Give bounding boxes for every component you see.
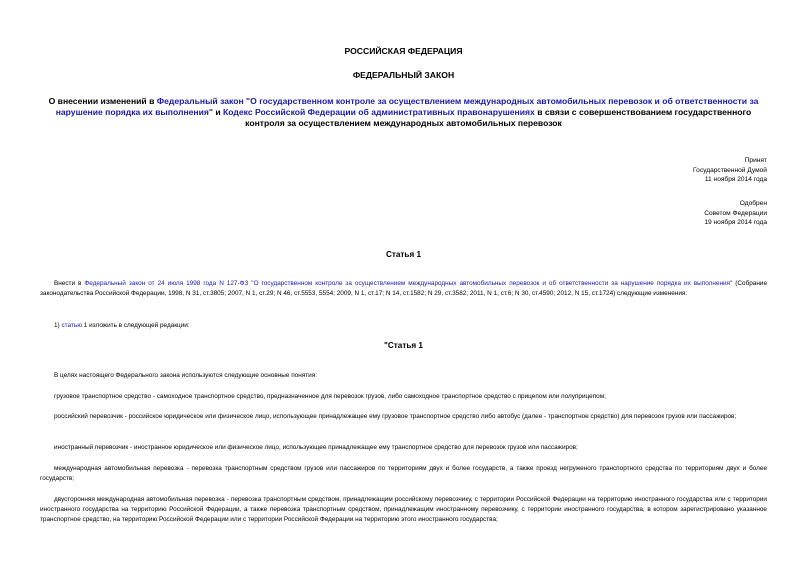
item1-text-pre: 1) [54, 322, 62, 329]
accepted-date: 11 ноября 2014 года [704, 176, 767, 184]
definition-bilateral-transport: двусторонняя международная автомобильная перевозка - перевозка транспортным средством, принадлежащим российскому перевозчику, с территории Российской Федерации на территорию иностранного государства или с территории иностранного государства на территорию Российской Федерации, а также перевозка транспортным средством, принадлежащим иностранному перевозчику, с территории иностранного государства, в котором зарегистрировано указанное транспортное средство, на территорию Российской Федерации или с территории Российской Федерации на территорию этого иностранного государства; [40, 496, 767, 523]
article-1-item-1 [40, 321, 767, 331]
article-1-intro [40, 279, 767, 299]
approved-label: Одобрен [739, 200, 767, 207]
title-text-1: О внесении изменений в [48, 96, 157, 106]
definitions-intro: В целях настоящего Федерального закона используются следующие основные понятия: [54, 372, 317, 379]
accepted-by: Государственной Думой [693, 166, 767, 174]
title-text-2: и [212, 107, 224, 117]
definition-truck: грузовое транспортное средство - самоходное транспортное средство, предназначенное для перевозок грузов, либо самоходное транспортное средство с прицепом или полуприцепом; [54, 393, 606, 400]
title-text-3: в связи с совершенствованием государственного контроля за осуществлением международных автомобильных перевозок [245, 107, 752, 128]
intro-link-127fz[interactable]: Федеральный закон от 24 июля 1998 года N 127-ФЗ "О государственном контроле за осуществлением международных автомобильных перевозок и об ответственности за нарушение порядка их выполнения" [84, 280, 733, 287]
intro-text-post: (Собрание законодательства Российской Федерации, 1998, N 31, ст.3805; 2007, N 1, ст.29; N 46, ст.5553, 5554; 2009, N 1, ст.17; N 14, ст.1582; N 29, ст.3582; 2011, N 1, ст.6; N 30, ст.4590; 2012, N 15, ст.1724) следующие изменения: [40, 280, 767, 297]
accepted-label: Принят [744, 157, 767, 164]
law-type-heading: ФЕДЕРАЛЬНЫЙ ЗАКОН [352, 70, 455, 80]
definition-foreign-carrier: иностранный перевозчик - иностранное юридическое или физическое лицо, использующее принадлежащее ему транспортное средство для перевозок грузов или пассажиров; [54, 444, 578, 451]
item1-link-article[interactable]: статью [61, 322, 82, 329]
intro-text-pre: Внести в [54, 280, 85, 287]
adoption-block [607, 156, 767, 185]
definition-russian-carrier: российский перевозчик - российское юридическое или физическое лицо, использующее принадлежащее ему грузовое транспортное средство либо автобус (далее - транспортное средство) для перевозок грузов или пассажиров; [54, 413, 737, 420]
title-link-federal-law[interactable]: Федеральный закон "О государственном контроле за осуществлением международных автомобильных перевозок и об ответственности за нарушение порядка их выполнения" [55, 96, 759, 117]
title-link-koap[interactable]: Кодекс Российской Федерации об административных правонарушениях [223, 107, 535, 117]
approved-date: 19 ноября 2014 года [704, 219, 767, 227]
definition-international-transport: международная автомобильная перевозка - перевозка транспортным средством грузов или пассажиров по территориям двух и более государств, а также проезд негруженого транспортного средства по территориям двух и более государств; [40, 465, 767, 482]
country-heading: РОССИЙСКАЯ ФЕДЕРАЦИЯ [344, 46, 463, 56]
approval-block [607, 199, 767, 228]
quoted-article-heading: "Статья 1 [383, 341, 423, 350]
law-title [40, 96, 767, 129]
approved-by: Советом Федерации [704, 209, 767, 217]
article-1-heading: Статья 1 [385, 250, 422, 259]
item1-text-post: 1 изложить в следующей редакции: [81, 322, 190, 329]
